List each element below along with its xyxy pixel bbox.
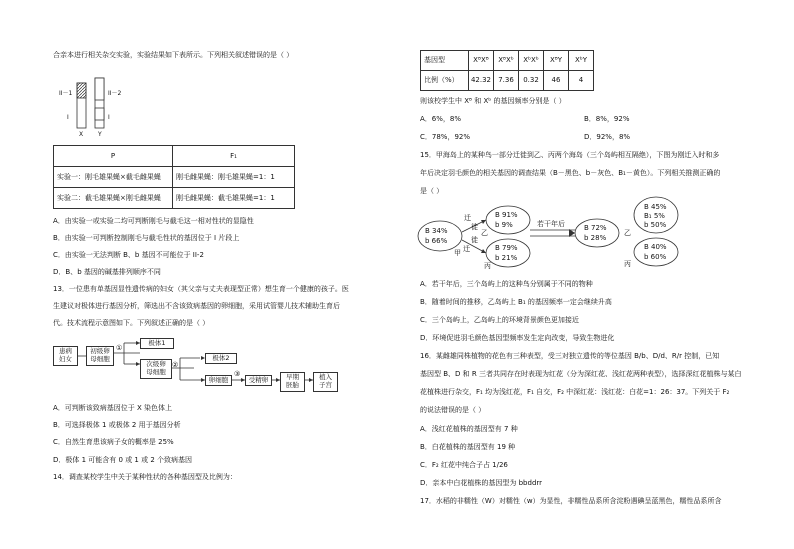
q13-line-1: 13．一位患有单基因显性遗传病的妇女（其父亲与丈夫表现型正常）想生育一个健康的孩子。医 (53, 285, 349, 293)
table-header: 基因型 (421, 51, 469, 71)
q14-option-a: A．6%，8% (420, 115, 461, 123)
q16-option-a: A．浅红花植株的基因型有 7 种 (420, 425, 518, 433)
table-cell: 46 (544, 71, 569, 91)
label-yi-1: 乙 (481, 229, 488, 237)
q16-option-c: C．F₂ 红花中纯合子占 1/26 (420, 461, 508, 469)
q13-option-a: A．可判断该致病基因位于 X 染色体上 (53, 404, 173, 412)
q17-stem: 17．水稻的非糯性（W）对糯性（w）为显性，非糯性品系所含淀粉遇碘呈蓝黑色，糯性品系所含 (420, 497, 722, 505)
q14-question: 则该校学生中 Xᴮ 和 Xᵇ 的基因频率分别是（ ） (420, 97, 566, 105)
bing2b-b-lower: b 60% (644, 253, 667, 261)
bing2a-b: B 45% (644, 203, 667, 211)
table-header: XᵇY (569, 51, 594, 71)
q12-option-b: B．由实验一可判断控制刚毛与截毛性状的基因位于 I 片段上 (53, 234, 240, 242)
q13-option-d: D．极体 1 可能含有 0 或 1 或 2 个致病基因 (53, 456, 193, 464)
flow-implant-uterus: 植入 子宫 (313, 372, 338, 392)
flow-step-3: ③ (234, 370, 241, 378)
table-header-p: P (54, 146, 173, 167)
table-cell: 刚毛雌果蝇：刚毛雄果蝇=1：1 (173, 167, 295, 188)
flow-secondary-oocyte: 次级卵 母细胞 (140, 359, 172, 379)
jia-b: B 34% (425, 227, 448, 235)
yi2-b-lower: b 28% (584, 234, 607, 242)
bing2a-b1: B₁ 5% (644, 212, 665, 220)
q16-line-3: 花植株进行杂交，F₁ 均为浅红花，F₁ 自交，F₂ 中深红花：浅红花：白花=1：26：37。下列关于 F₂ (420, 388, 730, 396)
q16-line-2: 基因型 B、D 和 R 三者共同存在时表现为红花（分为深红花、浅红花两种表型），选择深红花植株与某白 (420, 370, 742, 378)
bing1-b-lower: b 21% (495, 254, 518, 262)
table-cell: 比例（%） (421, 71, 469, 91)
q15-option-a: A．若干年后，三个岛屿上的这种鸟分别属于不同的物种 (420, 280, 593, 288)
jia-b-lower: b 66% (425, 237, 448, 245)
q15-option-b: B．随着时间的推移，乙岛屿上 B₁ 的基因频率一定会继续升高 (420, 298, 612, 306)
q14-option-d: D．92%，8% (584, 133, 631, 141)
table-cell: 刚毛雌果蝇：截毛雄果蝇=1：1 (173, 188, 295, 209)
label-yi-2: 乙 (624, 229, 631, 237)
flow-polar-body-2: 极体2 (205, 353, 237, 364)
label-ii2: II－2 (108, 90, 122, 97)
flow-zygote: 受精卵 (245, 375, 272, 386)
q15-line-2: 年后决定羽毛颜色的相关基因的调查结果（B－黑色、b－灰色、B₁－黄色）。下列相关推测正确的 (420, 169, 721, 177)
label-migrate-4: 徙 (471, 236, 478, 244)
table-header: XᵇXᵇ (519, 51, 544, 71)
flow-primary-oocyte: 初级卵 母细胞 (86, 346, 114, 366)
flow-polar-body-1: 极体1 (140, 338, 174, 349)
table-cell: 实验一：刚毛雄果蝇×截毛雌果蝇 (54, 167, 173, 188)
q12-intro: 合亲本进行相关杂交实验，实验结果如下表所示。下列相关叙述错误的是（ ） (53, 51, 294, 59)
label-migrate-2: 徙 (471, 223, 478, 231)
label-bing-2: 丙 (624, 260, 631, 268)
yi2-b: B 72% (584, 224, 607, 232)
table-header: XᴮXᵇ (494, 51, 519, 71)
table-header: XᴮY (544, 51, 569, 71)
label-i-right: I (108, 114, 110, 121)
label-x: X (79, 131, 84, 138)
table-cell: 42.32 (469, 71, 494, 91)
q16-option-b: B．白花植株的基因型有 19 种 (420, 443, 516, 451)
q13-line-2: 生建议对极体进行基因分析，筛选出不含该致病基因的卵细胞，采用试管婴儿技术辅助生育后 (53, 302, 340, 310)
q12-option-d: D．B、b 基因的碱基排列顺序不同 (53, 268, 161, 276)
q15-line-1: 15．甲海岛上的某种鸟一部分迁徙到乙、丙两个海岛（三个岛屿相互隔绝），下图为刚迁入时和多 (420, 151, 720, 159)
bing2b-b: B 40% (644, 243, 667, 251)
label-i-left: I (67, 114, 69, 121)
q15-option-c: C．三个岛屿上，乙岛屿上的环境背景颜色更加接近 (420, 316, 579, 324)
q13-option-b: B．可选择极体 1 或极体 2 用于基因分析 (53, 421, 181, 429)
island-jia (418, 221, 462, 251)
q16-option-d: D．亲本中白花植株的基因型为 bbddrr (420, 479, 543, 487)
label-bing-1: 丙 (484, 262, 491, 270)
flow-patient-woman: 患病 妇女 (53, 346, 78, 366)
label-y: Y (98, 131, 102, 138)
q13-line-3: 代。技术流程示意图如下。下列叙述正确的是（ ） (53, 319, 210, 327)
q13-option-c: C．自然生育患该病子女的概率是 25% (53, 438, 174, 446)
flow-early-embryo: 早期 胚胎 (280, 372, 305, 392)
label-years-later: 若干年后 (537, 220, 565, 228)
table-cell: 4 (569, 71, 594, 91)
label-migrate-3: 迁 (463, 245, 470, 253)
yi1-b: B 91% (495, 211, 518, 219)
q12-option-c: C．由实验一无法判断 B、b 基因不可能位于 II-2 (53, 251, 204, 259)
q15-option-d: D．环境促进羽毛颜色基因型频率发生定向改变，导致生物进化 (420, 334, 615, 342)
q12-option-a: A．由实验一或实验二均可判断刚毛与截毛这一相对性状的显隐性 (53, 217, 254, 225)
flow-egg-cell: 卵细胞 (205, 375, 232, 386)
bing1-b: B 79% (495, 244, 518, 252)
q14-option-c: C．78%，92% (420, 133, 471, 141)
table-cell: 7.36 (494, 71, 519, 91)
bing2a-b-lower: b 50% (644, 221, 667, 229)
table-header-f1: F₁ (173, 146, 295, 167)
q16-line-4: 的说法错误的是（ ） (420, 406, 486, 414)
q15-line-3: 是（ ） (420, 187, 444, 195)
q14-option-b: B．8%，92% (584, 115, 630, 123)
table-header: XᴮXᴮ (469, 51, 494, 71)
yi1-b-lower: b 9% (495, 221, 513, 229)
q14-stem: 14．调查某校学生中关于某种性状的各种基因型及比例为： (53, 473, 237, 481)
q16-line-1: 16．某雌雄同株植物的花色有三种表型，受三对独立遗传的等位基因 B/b、D/d、R/r 控制，已知 (420, 352, 720, 360)
flow-step-2: ② (172, 361, 179, 369)
label-ii1: II－1 (59, 90, 73, 97)
table-cell: 实验二：截毛雄果蝇×刚毛雌果蝇 (54, 188, 173, 209)
flow-step-1: ① (116, 344, 123, 352)
label-jia: 甲 (454, 249, 461, 257)
table-cell: 0.32 (519, 71, 544, 91)
label-migrate-1: 迁 (464, 214, 471, 222)
